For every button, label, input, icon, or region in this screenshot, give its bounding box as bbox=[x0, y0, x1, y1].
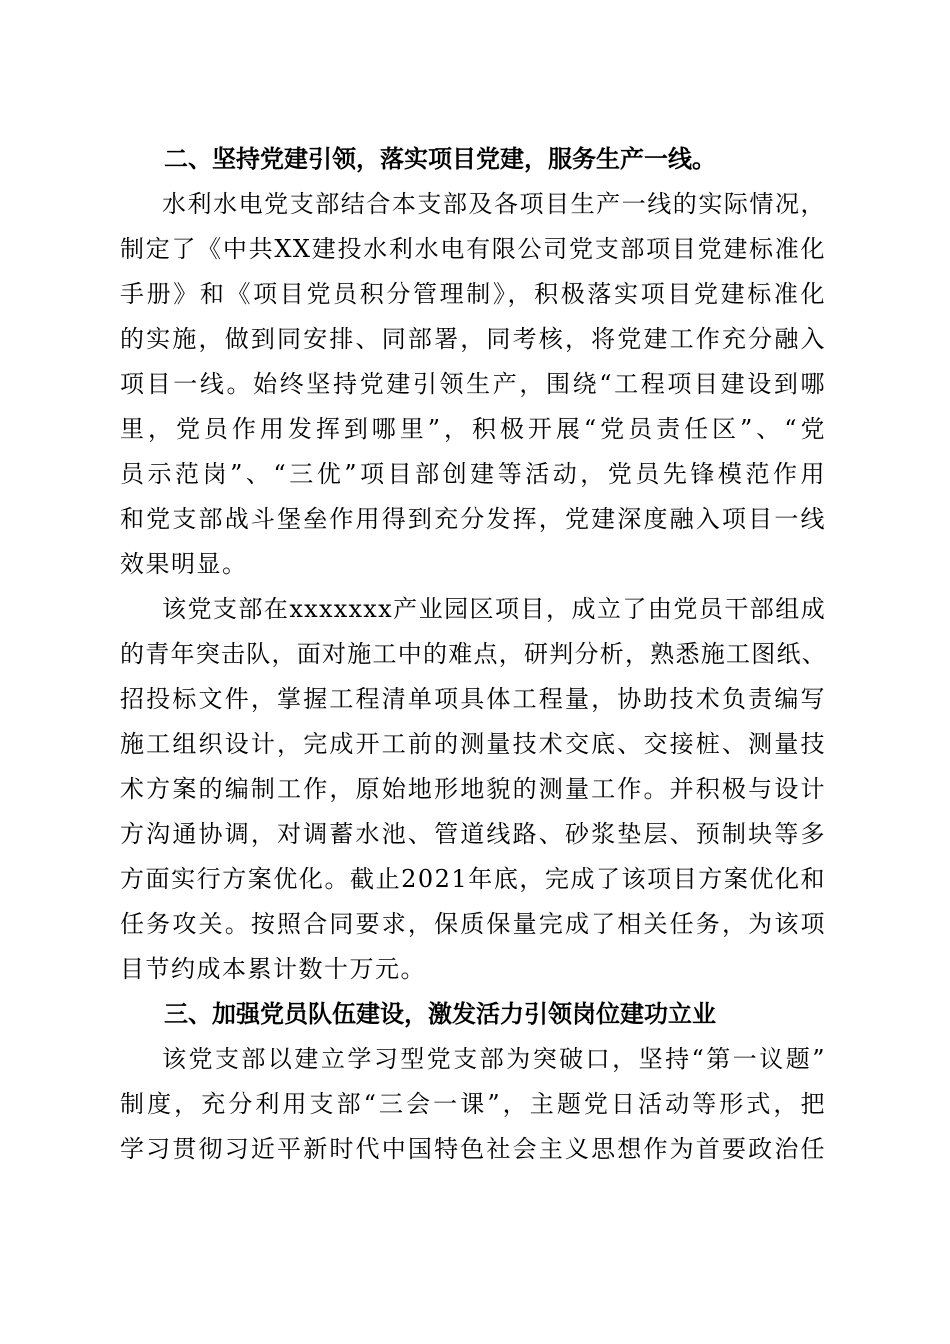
paragraph-party-building-frontline bbox=[120, 182, 826, 587]
text-line: 施工组织设计，完成开工前的测量技术交底、交接桩、测量技 bbox=[120, 730, 826, 758]
text-line: 的青年突击队，面对施工中的难点，研判分析，熟悉施工图纸、 bbox=[120, 640, 827, 668]
paragraph-learning-branch bbox=[120, 1037, 826, 1172]
text-line: 手册》和《项目党员积分管理制》，积极落实项目党建标准化 bbox=[120, 280, 826, 308]
text-line: 水利水电党支部结合本支部及各项目生产一线的实际情况， bbox=[162, 190, 826, 218]
text-line: 制定了《中共XX建投水利水电有限公司党支部项目党建标准化 bbox=[120, 235, 826, 263]
section-heading-3: 三、加强党员队伍建设，激发活力引领岗位建功立业 bbox=[164, 1000, 716, 1028]
text-line: 制度，充分利用支部“三会一课”，主题党日活动等形式，把 bbox=[120, 1090, 826, 1118]
document-body bbox=[120, 137, 826, 1172]
text-line: 效果明显。 bbox=[120, 550, 248, 578]
paragraph-youth-task-force bbox=[120, 587, 826, 992]
text-line: 方沟通协调，对调蓄水池、管道线路、砂浆垫层、预制块等多 bbox=[120, 820, 826, 848]
text-line: 招投标文件，掌握工程清单项具体工程量，协助技术负责编写 bbox=[120, 685, 826, 713]
text-line: 学习贯彻习近平新时代中国特色社会主义思想作为首要政治任 bbox=[120, 1135, 826, 1163]
section-heading-2: 二、坚持党建引领，落实项目党建，服务生产一线。 bbox=[164, 145, 716, 173]
text-line: 该党支部在xxxxxxx产业园区项目，成立了由党员干部组成 bbox=[162, 595, 826, 623]
text-line: 术方案的编制工作，原始地形地貌的测量工作。并积极与设计 bbox=[120, 775, 826, 803]
text-line: 项目一线。始终坚持党建引领生产，围绕“工程项目建设到哪 bbox=[120, 370, 826, 398]
text-line: 的实施，做到同安排、同部署，同考核，将党建工作充分融入 bbox=[120, 325, 826, 353]
text-line: 员示范岗”、“三优”项目部创建等活动，党员先锋模范作用 bbox=[120, 460, 826, 488]
text-line: 该党支部以建立学习型党支部为突破口，坚持“第一议题” bbox=[162, 1045, 826, 1073]
text-line: 里，党员作用发挥到哪里”，积极开展“党员责任区”、“党 bbox=[120, 415, 826, 443]
text-line: 和党支部战斗堡垒作用得到充分发挥，党建深度融入项目一线 bbox=[120, 505, 826, 533]
text-line: 目节约成本累计数十万元。 bbox=[120, 955, 426, 983]
text-line: 任务攻关。按照合同要求，保质保量完成了相关任务，为该项 bbox=[120, 910, 826, 938]
text-line: 方面实行方案优化。截止2021年底，完成了该项目方案优化和 bbox=[120, 865, 826, 893]
